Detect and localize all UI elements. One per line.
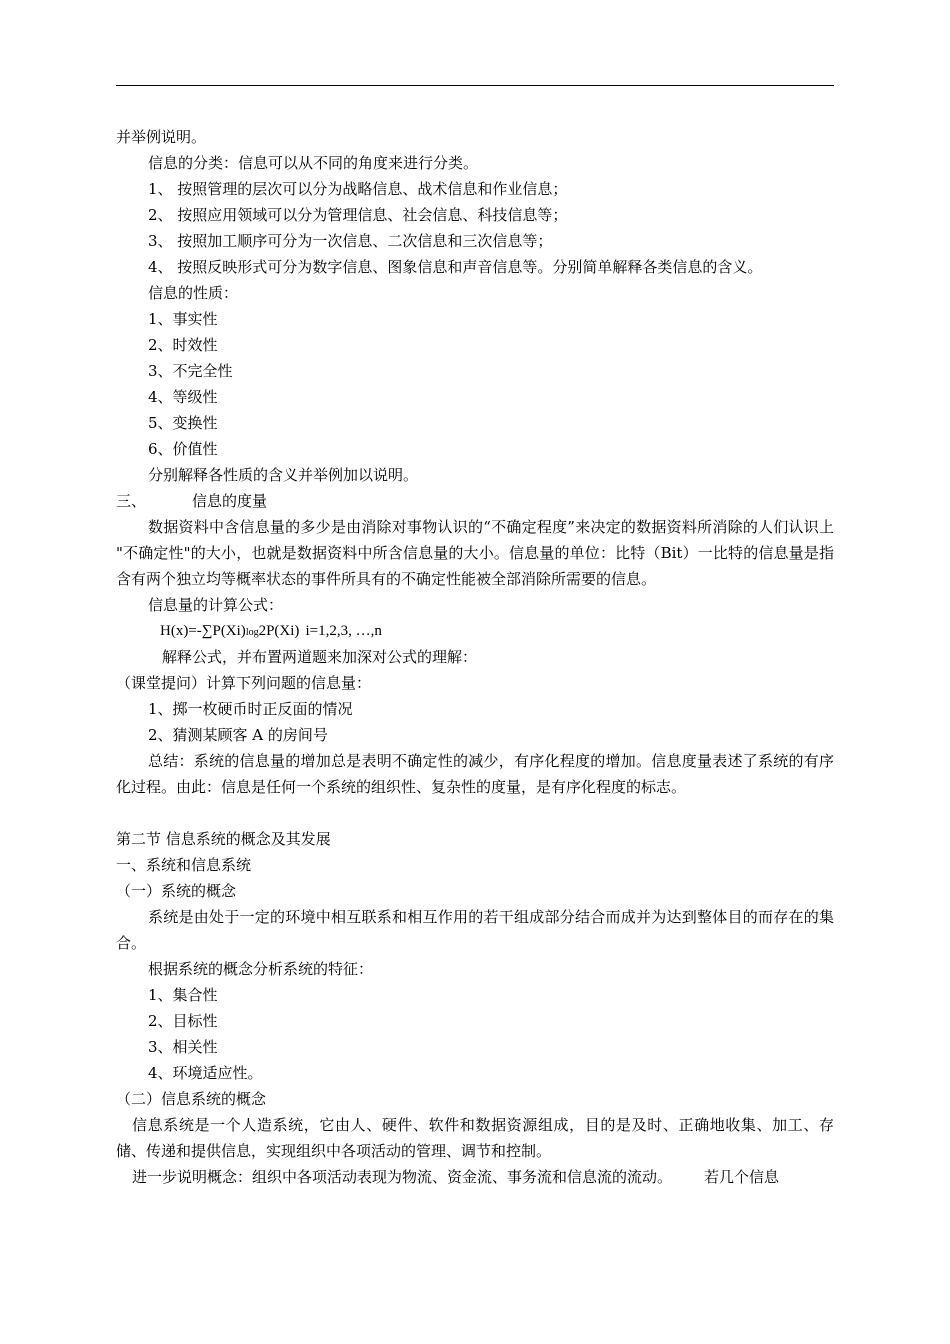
text-segment: 进一步说明概念：组织中各项活动表现为物流、资金流、事务流和信息流的流动。 — [132, 1168, 673, 1186]
section-heading: 一、系统和信息系统 — [116, 856, 252, 874]
subsection-heading: （一）系统的概念 — [116, 882, 237, 900]
list-item: 2、猜测某顾客 A 的房间号 — [148, 726, 328, 744]
paragraph: 信息系统是一个人造系统，它由人、硬件、软件和数据资源组成，目的是及时、正确地收集、加工、存储、传递和提供信息，实现组织中各项活动的管理、调节和控制。 — [116, 1116, 834, 1160]
list-item: 1、集合性 — [148, 986, 218, 1004]
text-line: （课堂提问）计算下列问题的信息量： — [116, 674, 372, 692]
paragraph: 总结：系统的信息量的增加总是表明不确定性的减少，有序化程度的增加。信息度量表述了系统的有序化过程。由此：信息是任何一个系统的组织性、复杂性的度量，是有序化程度的标志。 — [116, 752, 834, 796]
classification-intro: 信息的分类：信息可以从不同的角度来进行分类。 — [148, 154, 479, 172]
list-item: 3、不完全性 — [148, 362, 233, 380]
list-item: 1、事实性 — [148, 310, 218, 328]
text-line: 根据系统的概念分析系统的特征： — [148, 960, 374, 978]
list-item: 2、时效性 — [148, 336, 218, 354]
formula-part: H(x)=-∑P(Xi) — [160, 623, 246, 639]
section-number: 三、 — [116, 492, 147, 510]
text-line — [116, 1164, 834, 1190]
list-item: 4、 按照反映形式可分为数字信息、图象信息和声音信息等。分别简单解释各类信息的含义。 — [148, 258, 763, 276]
paragraph: 系统是由处于一定的环境中相互联系和相互作用的若干组成部分结合而成并为达到整体目的而存在的集合。 — [116, 908, 834, 952]
list-item: 6、价值性 — [148, 440, 218, 458]
subsection-heading: （二）信息系统的概念 — [116, 1090, 267, 1108]
list-item: 5、变换性 — [148, 414, 218, 432]
formula-heading: 信息量的计算公式： — [148, 596, 284, 614]
list-item: 2、目标性 — [148, 1012, 218, 1030]
paragraph: 数据资料中含信息量的多少是由消除对事物认识的“不确定程度”来决定的数据资料所消除的人们认识上 "不确定性"的大小，也就是数据资料中所含信息量的大小。信息量的单位：比特（Bit）一比特的信息量是指含有两个独立均等概率状态的事件所具有的不确定性能被全部消除所需要的信息。 — [116, 518, 834, 588]
text-segment: 若几个信息 — [704, 1168, 780, 1186]
list-item: 1、掷一枚硬币时正反面的情况 — [148, 700, 353, 718]
header-rule — [116, 85, 834, 86]
properties-heading: 信息的性质： — [148, 284, 239, 302]
entropy-formula — [116, 618, 834, 644]
chapter-heading: 第二节 信息系统的概念及其发展 — [116, 830, 331, 848]
list-item: 4、等级性 — [148, 388, 218, 406]
list-item: 2、 按照应用领域可以分为管理信息、社会信息、科技信息等； — [148, 206, 568, 224]
text-line: 分别解释各性质的含义并举例加以说明。 — [148, 466, 419, 484]
formula-part: 2P(Xi) — [258, 623, 300, 639]
list-item: 1、 按照管理的层次可以分为战略信息、战术信息和作业信息； — [148, 180, 568, 198]
section-heading — [116, 488, 834, 514]
list-item: 4、环境适应性。 — [148, 1064, 263, 1082]
text-line: 并举例说明。 — [116, 128, 207, 146]
list-item: 3、 按照加工顺序可分为一次信息、二次信息和三次信息等； — [148, 232, 553, 250]
list-item: 3、相关性 — [148, 1038, 218, 1056]
formula-index: i=1,2,3, …,n — [305, 623, 382, 639]
section-title: 信息的度量 — [192, 492, 268, 510]
document-body — [116, 124, 834, 1190]
text-line: 解释公式，并布置两道题来加深对公式的理解： — [162, 648, 478, 666]
formula-log: log — [245, 627, 259, 638]
